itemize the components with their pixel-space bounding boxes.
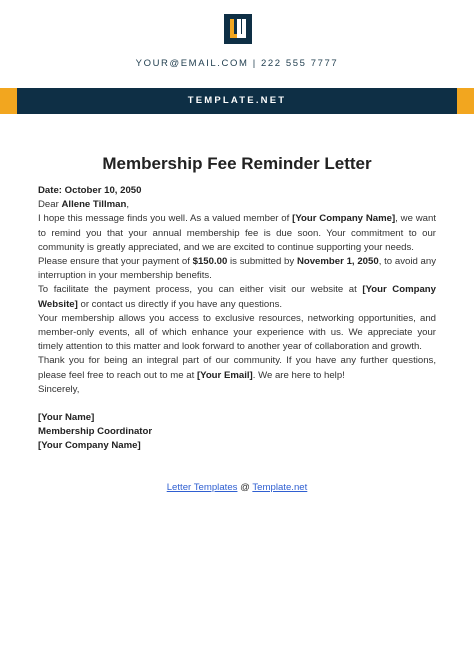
- p3-text-a: To facilitate the payment process, you can either visit our website at: [38, 284, 363, 296]
- greeting-prefix: Dear: [38, 199, 62, 211]
- p3-text-b: or contact us directly if you have any questions.: [77, 298, 283, 310]
- paragraph-thanks: [38, 354, 436, 382]
- due-date: November 1, 2050: [296, 256, 379, 268]
- signature-name: [Your Name]: [38, 412, 95, 424]
- letter-date: Date: October 10, 2050: [38, 185, 142, 196]
- letter-templates-link[interactable]: Letter Templates: [166, 482, 238, 493]
- closing: Sincerely,: [38, 383, 80, 395]
- template-logo-icon: [224, 14, 252, 44]
- p2-text-b: is submitted by: [227, 256, 297, 268]
- p2-text-c: , to avoid any interruption in your membership benefits.: [38, 256, 437, 282]
- paragraph-website: [38, 283, 436, 311]
- paragraph-intro: [38, 212, 436, 255]
- website-placeholder: [Your Company Website]: [38, 284, 436, 310]
- header-banner: [0, 88, 474, 114]
- letter-body: [38, 184, 436, 454]
- p5-text-b: . We are here to help!: [252, 369, 345, 381]
- contact-line: YOUR@EMAIL.COM | 222 555 7777: [135, 58, 339, 69]
- signature-title: Membership Coordinator: [38, 426, 153, 438]
- footer-credit: [0, 482, 474, 493]
- email-placeholder: [Your Email]: [196, 369, 253, 381]
- banner-text: TEMPLATE.NET: [17, 88, 457, 114]
- p1-text-a: I hope this message finds you well. As a valued member of: [38, 213, 293, 225]
- signature-gap: [38, 397, 436, 411]
- p2-text-a: Please ensure that your payment of: [38, 256, 193, 268]
- p1-text-b: , we want to remind you that your annual membership fee is due soon. Your commitment to our community is greatly appreciated, and we are excited to continue supporting your needs.: [38, 213, 437, 253]
- paragraph-payment: [38, 255, 436, 283]
- footer-separator: @: [237, 482, 253, 493]
- template-net-link[interactable]: Template.net: [252, 482, 308, 493]
- payment-amount: $150.00: [192, 256, 228, 268]
- greeting: [38, 198, 436, 212]
- signature-company: [Your Company Name]: [38, 440, 141, 452]
- recipient-name: Allene Tillman: [61, 199, 127, 211]
- p5-text-a: Thank you for being an integral part of our community. If you have any further questions, please feel free to reach out to me at: [38, 355, 436, 381]
- paragraph-benefits: Your membership allows you access to exclusive resources, networking opportunities, and member-only events, all of which enhance your experience with us. We appreciate your timely attention to this matter and look forward to another year of collaboration and growth.: [38, 312, 436, 353]
- greeting-suffix: ,: [126, 199, 130, 211]
- company-name-placeholder: [Your Company Name]: [292, 213, 396, 225]
- page-title: Membership Fee Reminder Letter: [102, 154, 372, 173]
